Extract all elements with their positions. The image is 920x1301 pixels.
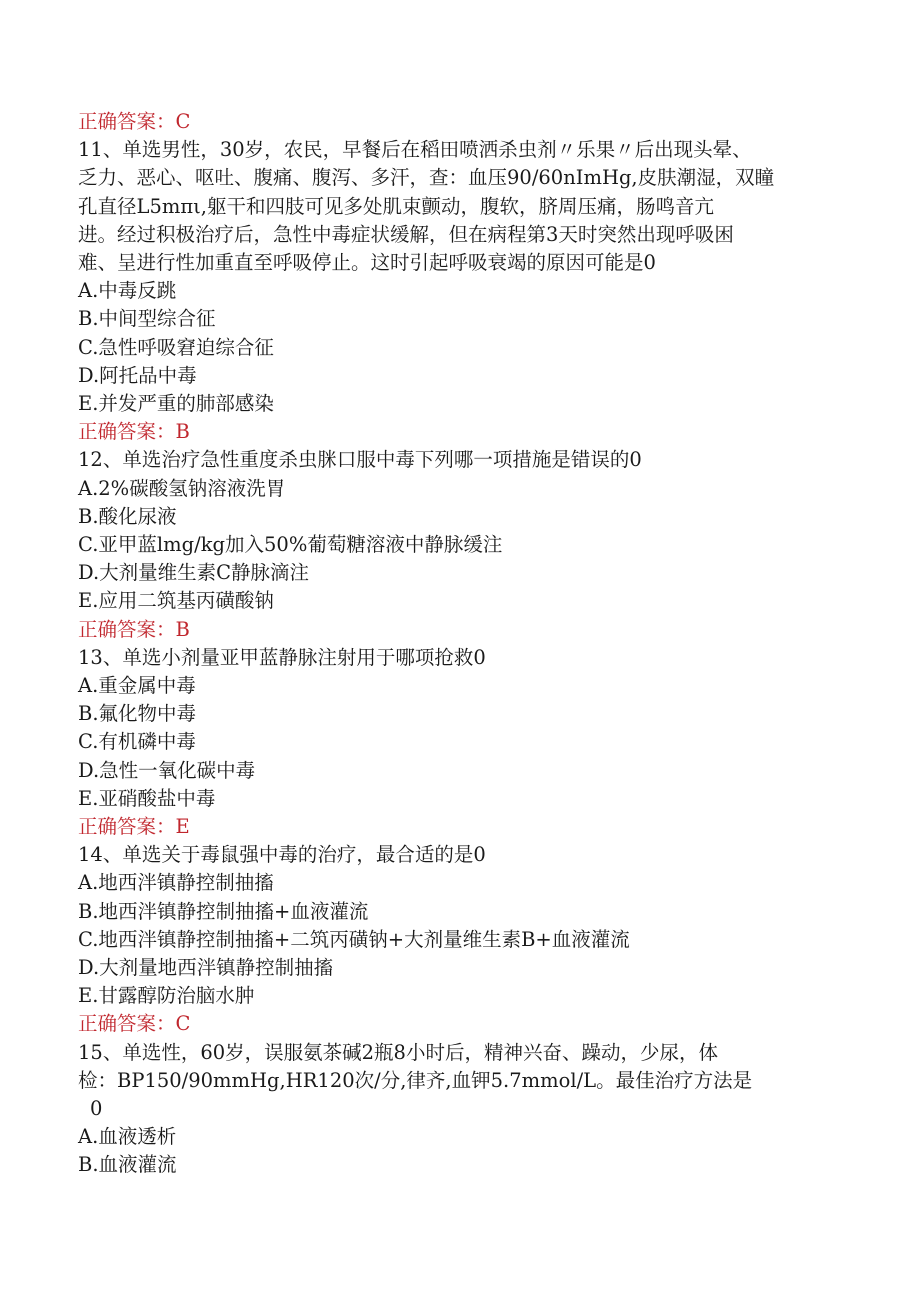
- text-line: C.急性呼吸窘迫综合征: [78, 335, 274, 359]
- text-line: C.有机磷中毒: [78, 730, 196, 754]
- text-line: E.甘露醇防治脑水肿: [78, 984, 255, 1008]
- text-line: B.中间型综合征: [78, 307, 216, 331]
- text-line: A.中毒反跳: [78, 279, 177, 303]
- answer-line: 正确答案：B: [78, 420, 190, 444]
- text-line: 难、呈进行性加重直至呼吸停止。这时引起呼吸衰竭的原因可能是0: [78, 251, 656, 274]
- text-line: 乏力、恶心、呕吐、腹痛、腹泻、多汗，查：血压90/60nImHg,皮肤潮湿，双瞳: [78, 166, 775, 190]
- text-line: 14、单选关于毒鼠强中毒的治疗，最合适的是0: [78, 843, 486, 867]
- answer-line: 正确答案：B: [78, 617, 190, 641]
- text-line: B.酸化尿液: [78, 504, 177, 528]
- text-line: A.重金属中毒: [78, 674, 196, 697]
- text-line: A.血液透析: [78, 1125, 177, 1149]
- text-line: E.应用二筑基丙磺酸钠: [78, 589, 274, 613]
- text-line: D.大剂量地西泮镇静控制抽搐: [78, 956, 334, 979]
- text-line: 0: [90, 1097, 103, 1120]
- text-line: A.2%碳酸氢钠溶液洗胃: [78, 476, 286, 500]
- text-line: C.亚甲蓝lmg/kg加入50%葡萄糖溶液中静脉缓注: [78, 533, 503, 556]
- text-line: 进。经过积极治疗后，急性中毒症状缓解，但在病程第3天时突然出现呼吸困: [78, 222, 734, 246]
- text-line: 12、单选治疗急性重度杀虫脒口服中毒下列哪一项措施是错误的0: [78, 448, 642, 472]
- text-line: 孔直径L5mπι,躯干和四肢可见多处肌束颤动，腹软，脐周压痛，肠鸣音亢: [78, 194, 715, 218]
- text-line: A.地西泮镇静控制抽搐: [78, 871, 274, 895]
- answer-line: 正确答案：E: [78, 815, 190, 838]
- text-line: E.并发严重的肺部感染: [78, 392, 274, 415]
- text-line: D.大剂量维生素C静脉滴注: [78, 561, 310, 585]
- text-line: B.血液灌流: [78, 1153, 177, 1177]
- text-line: 13、单选小剂量亚甲蓝静脉注射用于哪项抢救0: [78, 645, 486, 669]
- text-line: 检：BP150/90mmHg,HR120次/分,律齐,血钾5.7mmol/L。最佳治疗方法是: [78, 1068, 753, 1092]
- text-line: B.氟化物中毒: [78, 702, 197, 726]
- text-line: D.阿托品中毒: [78, 363, 197, 387]
- text-line: D.急性一氧化碳中毒: [78, 758, 256, 782]
- answer-line: 正确答案：C: [78, 110, 191, 133]
- text-line: C.地西泮镇静控制抽搐+二筑丙磺钠+大剂量维生素B+血液灌流: [78, 927, 630, 951]
- text-line: 15、单选性，60岁，误服氨茶碱2瓶8小时后，精神兴奋、躁动，少尿，体: [78, 1040, 718, 1064]
- text-line: 11、单选男性，30岁，农民，早餐后在稻田喷洒杀虫剂〃乐果〃后出现头晕、: [78, 138, 752, 162]
- answer-line: 正确答案：C: [78, 1012, 191, 1036]
- text-line: B.地西泮镇静控制抽搐+血液灌流: [78, 899, 369, 923]
- text-line: E.亚硝酸盐中毒: [78, 786, 216, 810]
